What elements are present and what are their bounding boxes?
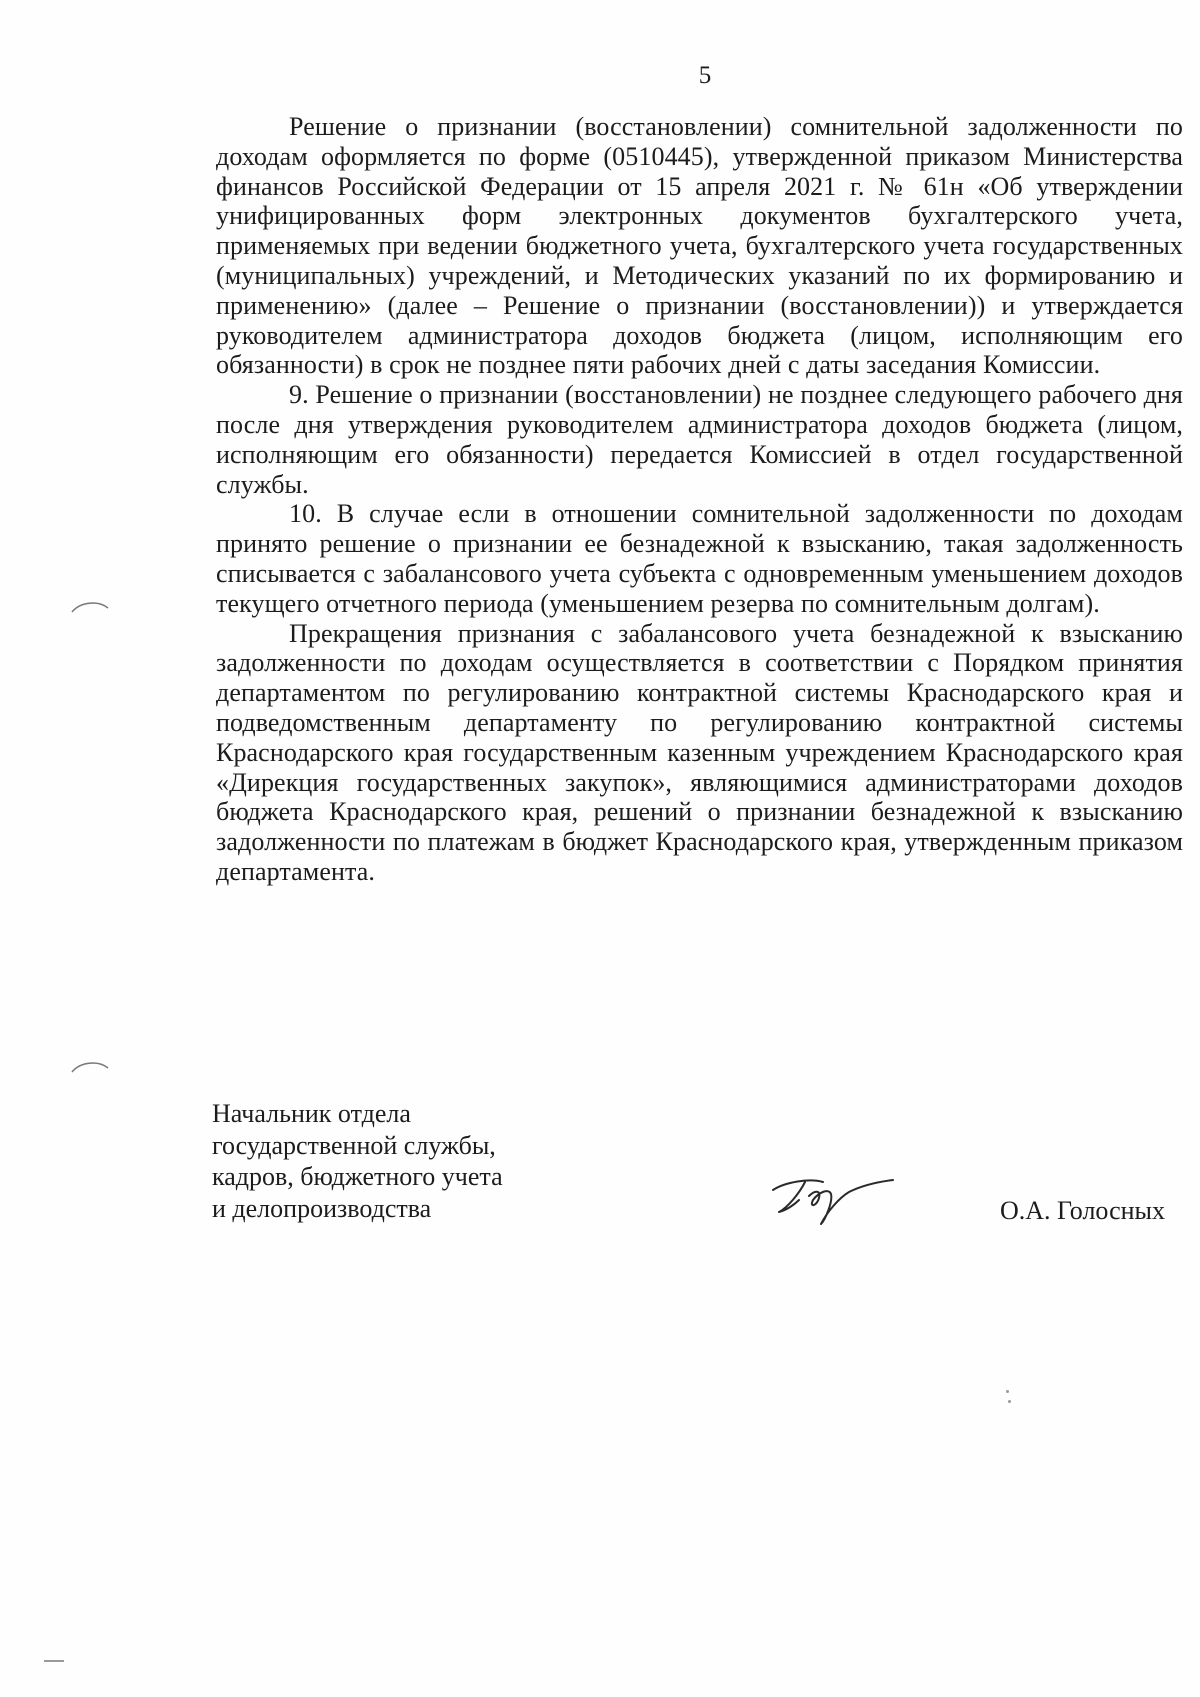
signatory-position (212, 1098, 503, 1224)
scan-punch-mark (70, 598, 110, 616)
scan-speck (1008, 1400, 1011, 1403)
scan-speck (44, 1660, 64, 1662)
page-number (0, 62, 1200, 90)
scan-speck (1006, 1390, 1009, 1393)
document-body (216, 112, 1183, 887)
paragraph-9: 9. Решение о признании (восстановлении) не позднее следующего рабочего дня после дня утверждения руководителем администратора доходов бюджета (лицом, исполняющим его обязанности) передается Комиссией в отдел государственной службы. (216, 380, 1183, 499)
position-line: и делопроизводства (212, 1193, 432, 1223)
paragraph-decision-form: Решение о признании (восстановлении) сомнительной задолженности по доходам оформляется по форме (0510445), утвержденной приказом Министерства финансов Российской Федерации от 15 апреля 2021 г. № 61н «Об утверждении унифицированных форм электронных документов бухгалтерского учета, применяемых при ведении бюджетного учета, бухгалтерского учета государственных (муниципальных) учреждений, и Методических указаний по их формированию и применению» (далее – Решение о признании (восстановлении)) и утверждается руководителем администратора доходов бюджета (лицом, исполняющим его обязанности) в срок не позднее пяти рабочих дней с даты заседания Комиссии. (216, 112, 1183, 380)
signer-name: О.А. Голосных (1000, 1196, 1166, 1225)
position-line: кадров, бюджетного учета (212, 1162, 503, 1191)
position-line: государственной службы, (212, 1130, 496, 1160)
scan-punch-mark (70, 1058, 110, 1076)
page-number-text: 5 (698, 62, 712, 89)
position-line: Начальник отдела (212, 1099, 411, 1128)
handwritten-signature (765, 1168, 900, 1228)
paragraph-10: 10. В случае если в отношении сомнительной задолженности по доходам принято решение о признании ее безнадежной к взысканию, такая задолженность списывается с забалансового учета субъекта с одновременным уменьшением доходов текущего отчетного периода (уменьшением резерва по сомнительным долгам). (216, 499, 1183, 618)
paragraph-termination: Прекращения признания с забалансового учета безнадежной к взысканию задолженности по доходам осуществляется в соответствии с Порядком принятия департаментом по регулированию контрактной системы Краснодарского края и подведомственным департаменту по регулированию контрактной системы Краснодарского края государственным казенным учреждением Краснодарского края «Дирекция государственных закупок», являющимися администраторами доходов бюджета Краснодарского края, решений о признании безнадежной к взысканию задолженности по платежам в бюджет Краснодарского края, утвержденным приказом департамента. (216, 618, 1183, 886)
